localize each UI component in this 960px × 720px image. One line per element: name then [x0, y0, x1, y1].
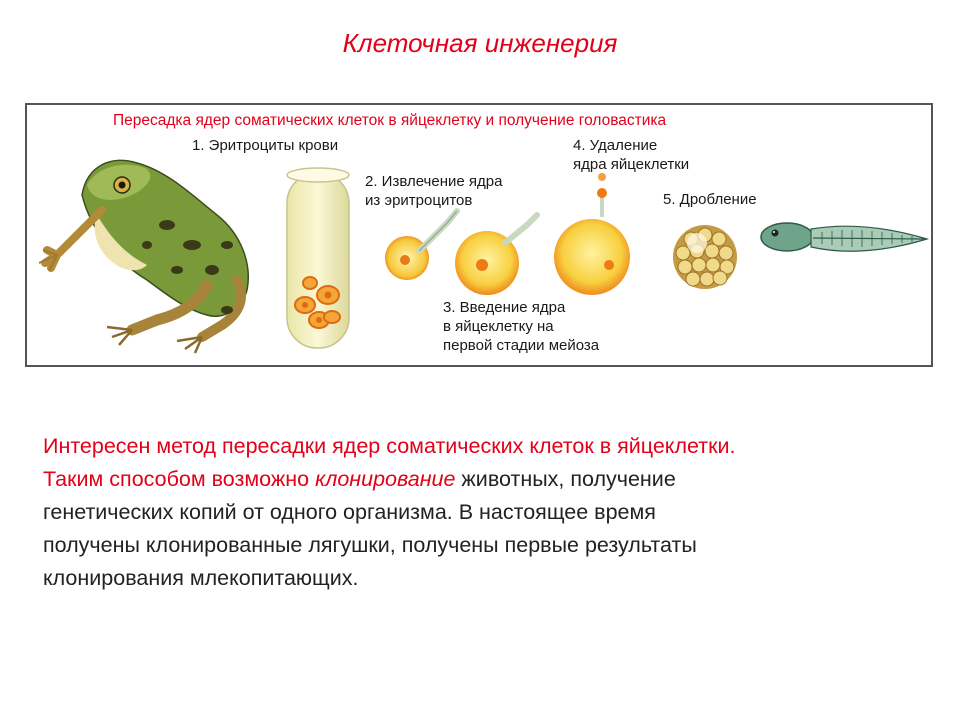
figure-title: Пересадка ядер соматических клеток в яйцеклетку и получение головастика — [113, 112, 667, 129]
step-3-line-2: в яйцеклетку на — [443, 318, 554, 335]
step-3-label — [443, 298, 599, 355]
step-2-line-2: из эритроцитов — [365, 192, 473, 209]
paragraph-line-1: Интересен метод пересадки ядер соматических клеток в яйцеклетки. — [43, 434, 736, 458]
step-3-line-3: первой стадии мейоза — [443, 337, 600, 354]
step-5-label: 5. Дробление — [663, 191, 757, 208]
egg-cell-icon — [455, 215, 537, 295]
step-4-line-2: ядра яйцеклетки — [573, 156, 690, 173]
step-4-label — [573, 136, 689, 174]
diagram-figure — [25, 103, 933, 367]
frog-icon — [39, 160, 248, 353]
paragraph-line-4: получены клонированные лягушки, получены первые результаты — [43, 533, 697, 557]
pipette-icon — [419, 211, 457, 251]
step-3-line-1: 3. Введение ядра — [443, 299, 566, 316]
tadpole-icon — [761, 223, 927, 251]
slide-title: Клеточная инженерия — [342, 28, 618, 58]
paragraph-line-5: клонирования млекопитающих. — [43, 566, 359, 590]
paragraph-line-2-start: Таким способом возможно — [43, 467, 316, 491]
morula-icon — [673, 225, 737, 289]
step-2-label — [365, 172, 502, 210]
paragraph-line-2 — [43, 463, 933, 496]
cell-icon — [385, 236, 429, 280]
egg-cell-icon — [554, 173, 630, 295]
paragraph-line-2-end: животных, получение — [455, 467, 676, 491]
step-2-line-1: 2. Извлечение ядра — [365, 173, 503, 190]
cloning-term: клонирование — [315, 467, 456, 491]
step-1-label: 1. Эритроциты крови — [192, 137, 339, 154]
paragraph-line-3: генетических копий от одного организма. В настоящее время — [43, 500, 656, 524]
description-paragraph — [43, 430, 933, 595]
test-tube-icon — [287, 168, 349, 348]
step-4-line-1: 4. Удаление — [573, 137, 658, 154]
